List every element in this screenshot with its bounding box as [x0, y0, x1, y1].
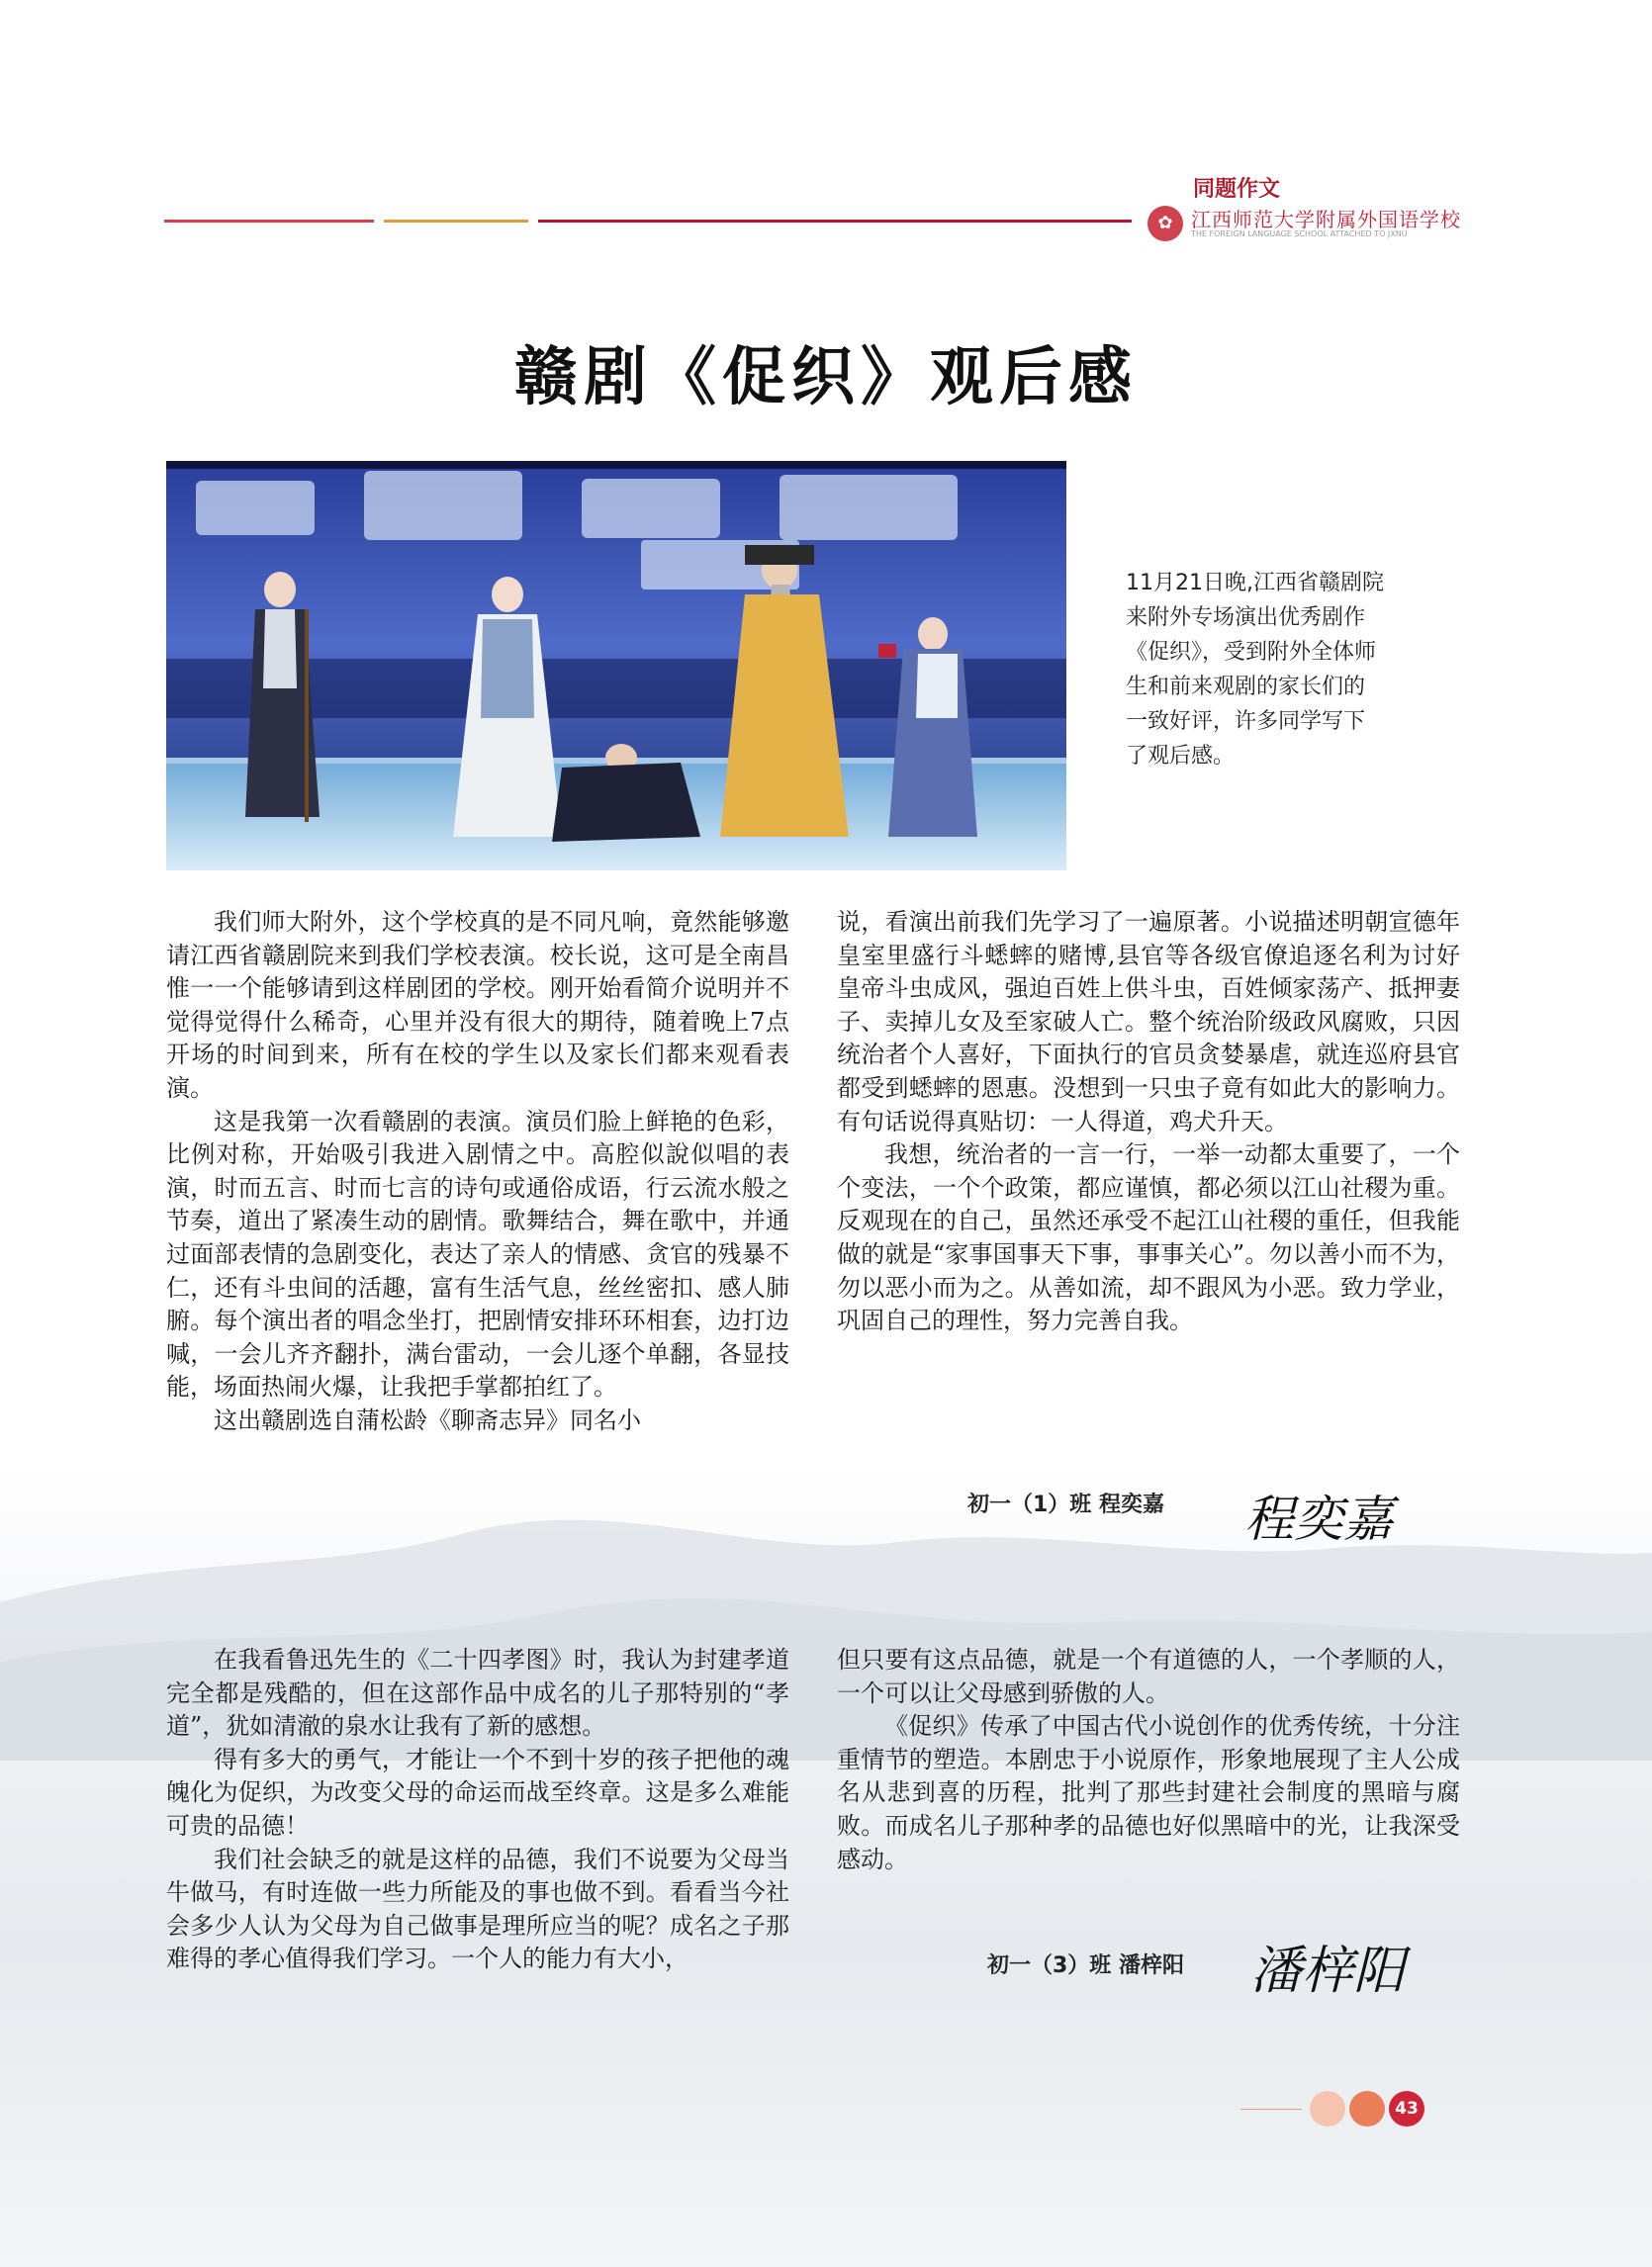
header-rule-3: [538, 220, 1132, 223]
school-logo-block: [1147, 202, 1464, 245]
essay2-author: 初一（3）班 潘梓阳: [987, 1953, 1184, 1978]
essay1-paragraph: 我们师大附外，这个学校真的是不同凡响，竟然能够邀请江西省赣剧院来到我们学校表演。校长说，这可是全南昌惟一一个能够请到这样剧团的学校。刚开始看简介说明并不觉得觉得什么稀奇，心里并没有很大的期待，随着晚上7点开场的时间到来，所有在校的学生以及家长们都来观看表演。: [166, 908, 789, 1102]
school-emblem-icon: ✿: [1147, 206, 1183, 241]
essay1-paragraph: 我想，统治者的一言一行，一举一动都太重要了，一个个变法，一个个政策，都应谨慎，都必须以江山社稷为重。反观现在的自己，虽然还承受不起江山社稷的重任，但我能做的就是“家事国事天下事，事事关心”。勿以善小而不为，勿以恶小而为之。从善如流，却不跟风为小恶。致力学业，巩固自己的理性，努力完善自我。: [837, 1140, 1460, 1335]
essay2-paragraph: 我们社会缺乏的就是这样的品德，我们不说要为父母当牛做马，有时连做一些力所能及的事也做不到。看看当今社会多少人认为父母为自己做事是理所应当的呢？成名之子那难得的孝心值得我们学习。一个人的能力有大小，: [166, 1845, 789, 1973]
essay1-author: 初一（1）班 程奕嘉: [967, 1493, 1164, 1517]
school-name-cn: 江西师范大学附属外国语学校: [1191, 208, 1461, 231]
section-label: 同题作文: [1193, 177, 1281, 202]
page-dot-mid: [1349, 2091, 1385, 2127]
photo-caption: 11月21日晚,江西省赣剧院来附外专场演出优秀剧作《促织》，受到附外全体师生和前来观剧的家长们的一致好评，许多同学写下了观后感。: [1126, 571, 1384, 769]
header-rule-1: [164, 220, 374, 223]
essay2-paragraph: 在我看鲁迅先生的《二十四孝图》时，我认为封建孝道完全都是残酷的，但在这部作品中成名的儿子那特别的“孝道”，犹如清澈的泉水让我有了新的感想。: [166, 1646, 789, 1741]
essay2-paragraph: 《促织》传承了中国古代小说创作的优秀传统，十分注重情节的塑造。本剧忠于小说原作，形象地展现了主人公成名从悲到喜的历程，批判了那些封建社会制度的黑暗与腐败。而成名儿子那种孝的品德也好似黑暗中的光，让我深受感动。: [837, 1712, 1460, 1873]
header-rule-2: [384, 220, 528, 223]
page-dot-light: [1310, 2091, 1345, 2127]
essay2-paragraph: 得有多大的勇气，才能让一个不到十岁的孩子把他的魂魄化为促织，为改变父母的命运而战至终章。这是多么难能可贵的品德！: [166, 1745, 789, 1840]
school-name-en: THE FOREIGN LANGUAGE SCHOOL ATTACHED TO JXNU: [1191, 229, 1408, 238]
essay1-signature: 程奕嘉: [1244, 1491, 1393, 1548]
page-number: 43: [1389, 2091, 1424, 2127]
essay2-signature: 潘梓阳: [1250, 1942, 1406, 2001]
article-title: 赣剧《促织》观后感: [514, 341, 1138, 414]
essay1-left-column: [166, 906, 789, 1438]
page-number-block: [1240, 2089, 1438, 2129]
essay1-paragraph: 这出赣剧选自蒲松龄《聊斋志异》同名小: [214, 1406, 641, 1434]
essay1-paragraph: 这是我第一次看赣剧的表演。演员们脸上鲜艳的色彩，比例对称，开始吸引我进入剧情之中。高腔似說似唱的表演，时而五言、时而七言的诗句或通俗成语，行云流水般之节奏，道出了紧凑生动的剧情。歌舞结合，舞在歌中，并通过面部表情的急剧变化，表达了亲人的情感、贪官的残暴不仁，还有斗虫间的活趣，富有生活气息，丝丝密扣、感人肺腑。每个演出者的唱念坐打，把剧情安排环环相套，边打边喊，一会儿齐齐翻扑，满台雷动，一会儿逐个单翻，各显技能，场面热闹火爆，让我把手掌都拍红了。: [166, 1107, 789, 1402]
stage-photo: [166, 461, 1066, 870]
essay2-continuation: 但只要有这点品德，就是一个有道德的人，一个孝顺的人，一个可以让父母感到骄傲的人。: [837, 1646, 1460, 1707]
page-rule: [1240, 2109, 1302, 2110]
essay2-right-column: [837, 1644, 1460, 1876]
essay1-continuation: 说，看演出前我们先学习了一遍原著。小说描述明朝宣德年皇室里盛行斗蟋蟀的赌博,县官等各级官僚追逐名利为讨好皇帝斗虫成风，强迫百姓上供斗虫，百姓倾家荡产、抵押妻子、卖掉儿女及至家破人亡。整个统治阶级政风腐败，只因统治者个人喜好，下面执行的官员贪婪暴虐，就连巡府县官都受到蟋蟀的恩惠。没想到一只虫子竟有如此大的影响力。有句话说得真贴切：一人得道，鸡犬升天。: [837, 908, 1460, 1135]
essay2-left-column: [166, 1644, 789, 1976]
stage-photo-illustration: [166, 461, 1066, 870]
essay1-right-column: [837, 906, 1460, 1338]
